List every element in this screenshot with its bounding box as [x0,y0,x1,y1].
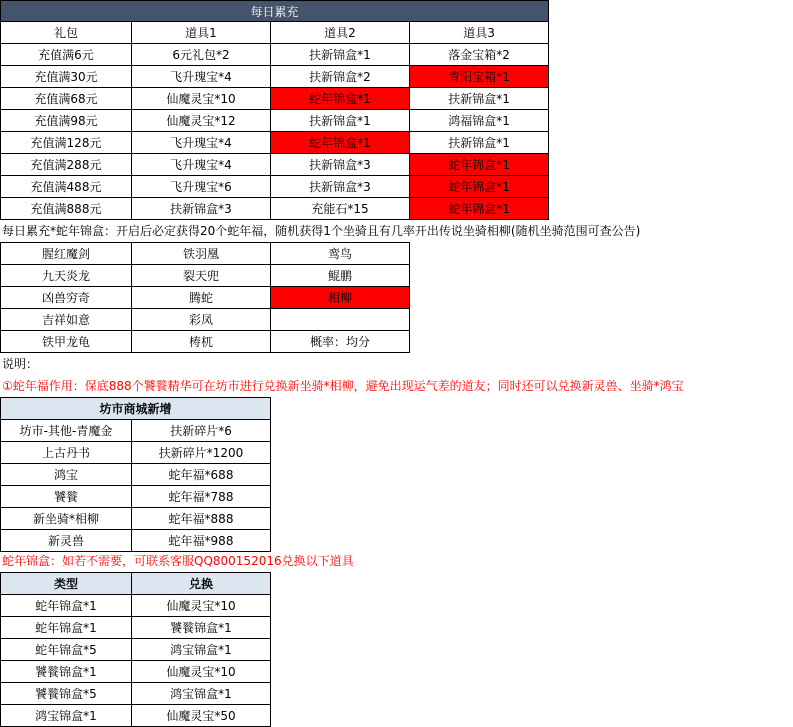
table-cell: 飞升瑰宝*4 [132,66,271,88]
table-cell: 充值满68元 [1,88,132,110]
snake-box-note: 每日累充*蛇年锦盒：开启后必定获得20个蛇年福，随机获得1个坐骑且有几率开出传说坐骑相柳(随机坐骑范围可查公告) [2,224,641,238]
table-cell: 蛇年锦盒*5 [1,639,132,661]
table-cell: 充值满288元 [1,154,132,176]
table-cell: 扶新锦盒*2 [271,66,410,88]
header-cell: 兑换 [132,573,271,595]
table-cell: 鸿宝锦盒*1 [132,683,271,705]
table-cell: 充值满30元 [1,66,132,88]
table-cell: 裂天兜 [132,265,271,287]
table-cell: 九天炎龙 [1,265,132,287]
table-cell: 凶兽穷奇 [1,287,132,309]
table-cell: 仙魔灵宝*10 [132,661,271,683]
explain-label: 说明： [2,357,39,371]
exchange-row [1,661,271,683]
table-cell: 鸿宝锦盒*1 [132,639,271,661]
table-cell: 飞升瑰宝*4 [132,132,271,154]
table-cell: 鲲鹏 [271,265,410,287]
daily-row [1,198,549,220]
table-cell: 充能石*15 [271,198,410,220]
exchange-row [1,639,271,661]
table-cell: 充值满488元 [1,176,132,198]
table-cell: 蛇年锦盒*1 [1,595,132,617]
daily-header-row [1,22,549,44]
mount-row [1,265,410,287]
table-cell: 6元礼包*2 [132,44,271,66]
table-cell: 仙魔灵宝*10 [132,595,271,617]
table-cell: 蛇年福*988 [132,530,271,552]
table-cell: 蛇年锦盒*1 [410,198,549,220]
header-cell: 道具1 [132,22,271,44]
table-cell: 上古丹书 [1,442,132,464]
table-cell: 鸿宝 [1,464,132,486]
table-cell: 蛇年福*788 [132,486,271,508]
table-cell: 充值满128元 [1,132,132,154]
explain-text: ①蛇年福作用：保底888个饕餮精华可在坊市进行兑换新坐骑*相柳，避免出现运气差的道友；同时还可以兑换新灵兽、坐骑*鸿宝 [2,379,684,393]
table-cell: 腾蛇 [132,287,271,309]
mount-row [1,331,410,353]
header-cell: 道具2 [271,22,410,44]
exchange-row [1,617,271,639]
table-cell: 充值满98元 [1,110,132,132]
market-row [1,486,271,508]
mount-pool-table [0,242,410,353]
exchange-note: 蛇年锦盒：如若不需要，可联系客服QQ800152016兑换以下道具 [2,554,354,568]
market-table [0,397,271,552]
table-cell: 新坐骑*相柳 [1,508,132,530]
daily-row [1,88,549,110]
table-cell: 概率：均分 [271,331,410,353]
table-cell: 蛇年锦盒*1 [271,132,410,154]
table-cell: 仙魔灵宝*50 [132,705,271,727]
market-row [1,420,271,442]
table-cell: 仙魔灵宝*12 [132,110,271,132]
table-cell: 饕餮锦盒*5 [1,683,132,705]
table-cell: 扶新锦盒*1 [410,88,549,110]
table-cell: 吉祥如意 [1,309,132,331]
table-cell: 蛇年锦盒*1 [410,176,549,198]
table-cell: 落金宝箱*2 [410,44,549,66]
daily-recharge-table [0,0,549,220]
exchange-table [0,572,271,727]
table-cell: 仙魔灵宝*10 [132,88,271,110]
exchange-row [1,683,271,705]
table-cell: 蛇年锦盒*1 [410,154,549,176]
table-cell: 扶新碎片*1200 [132,442,271,464]
table-cell: 蛇年锦盒*1 [1,617,132,639]
daily-row [1,176,549,198]
table-cell: 飞升瑰宝*6 [132,176,271,198]
market-row [1,530,271,552]
table-cell: 饕餮锦盒*1 [1,661,132,683]
market-row [1,442,271,464]
mount-row [1,309,410,331]
table-cell: 扶新锦盒*1 [271,44,410,66]
table-cell: 扶新碎片*6 [132,420,271,442]
table-cell: 鸾鸟 [271,243,410,265]
table-cell: 扶新锦盒*3 [132,198,271,220]
table-cell: 相柳 [271,287,410,309]
table-cell: 青阳宝箱*1 [410,66,549,88]
table-cell: 饕餮 [1,486,132,508]
daily-row [1,110,549,132]
table-cell: 彩凤 [132,309,271,331]
header-cell: 类型 [1,573,132,595]
daily-row [1,66,549,88]
table-cell: 新灵兽 [1,530,132,552]
table-cell: 蛇年锦盒*1 [271,88,410,110]
daily-row [1,132,549,154]
table-cell: 坊市-其他-青魔金 [1,420,132,442]
market-title: 坊市商城新增 [1,398,271,420]
market-row [1,464,271,486]
exchange-row [1,595,271,617]
header-cell: 道具3 [410,22,549,44]
table-cell: 蛇年福*688 [132,464,271,486]
daily-row [1,154,549,176]
exchange-row [1,705,271,727]
mount-row [1,287,410,309]
table-cell: 飞升瑰宝*4 [132,154,271,176]
mount-row [1,243,410,265]
daily-recharge-title: 每日累充 [1,1,549,22]
table-cell: 充值满6元 [1,44,132,66]
table-cell: 鸿宝锦盒*1 [1,705,132,727]
market-row [1,508,271,530]
table-cell: 梼杌 [132,331,271,353]
table-cell: 铁甲龙龟 [1,331,132,353]
table-cell: 蛇年福*888 [132,508,271,530]
table-cell: 扶新锦盒*3 [271,176,410,198]
table-cell [271,309,410,331]
table-cell: 鸿福锦盒*1 [410,110,549,132]
daily-row [1,44,549,66]
table-cell: 扶新锦盒*3 [271,154,410,176]
header-cell: 礼包 [1,22,132,44]
table-cell: 铁羽凰 [132,243,271,265]
table-cell: 饕餮锦盒*1 [132,617,271,639]
exchange-header-row [1,573,271,595]
table-cell: 腥红魔剑 [1,243,132,265]
table-cell: 扶新锦盒*1 [410,132,549,154]
table-cell: 扶新锦盒*1 [271,110,410,132]
table-cell: 充值满888元 [1,198,132,220]
